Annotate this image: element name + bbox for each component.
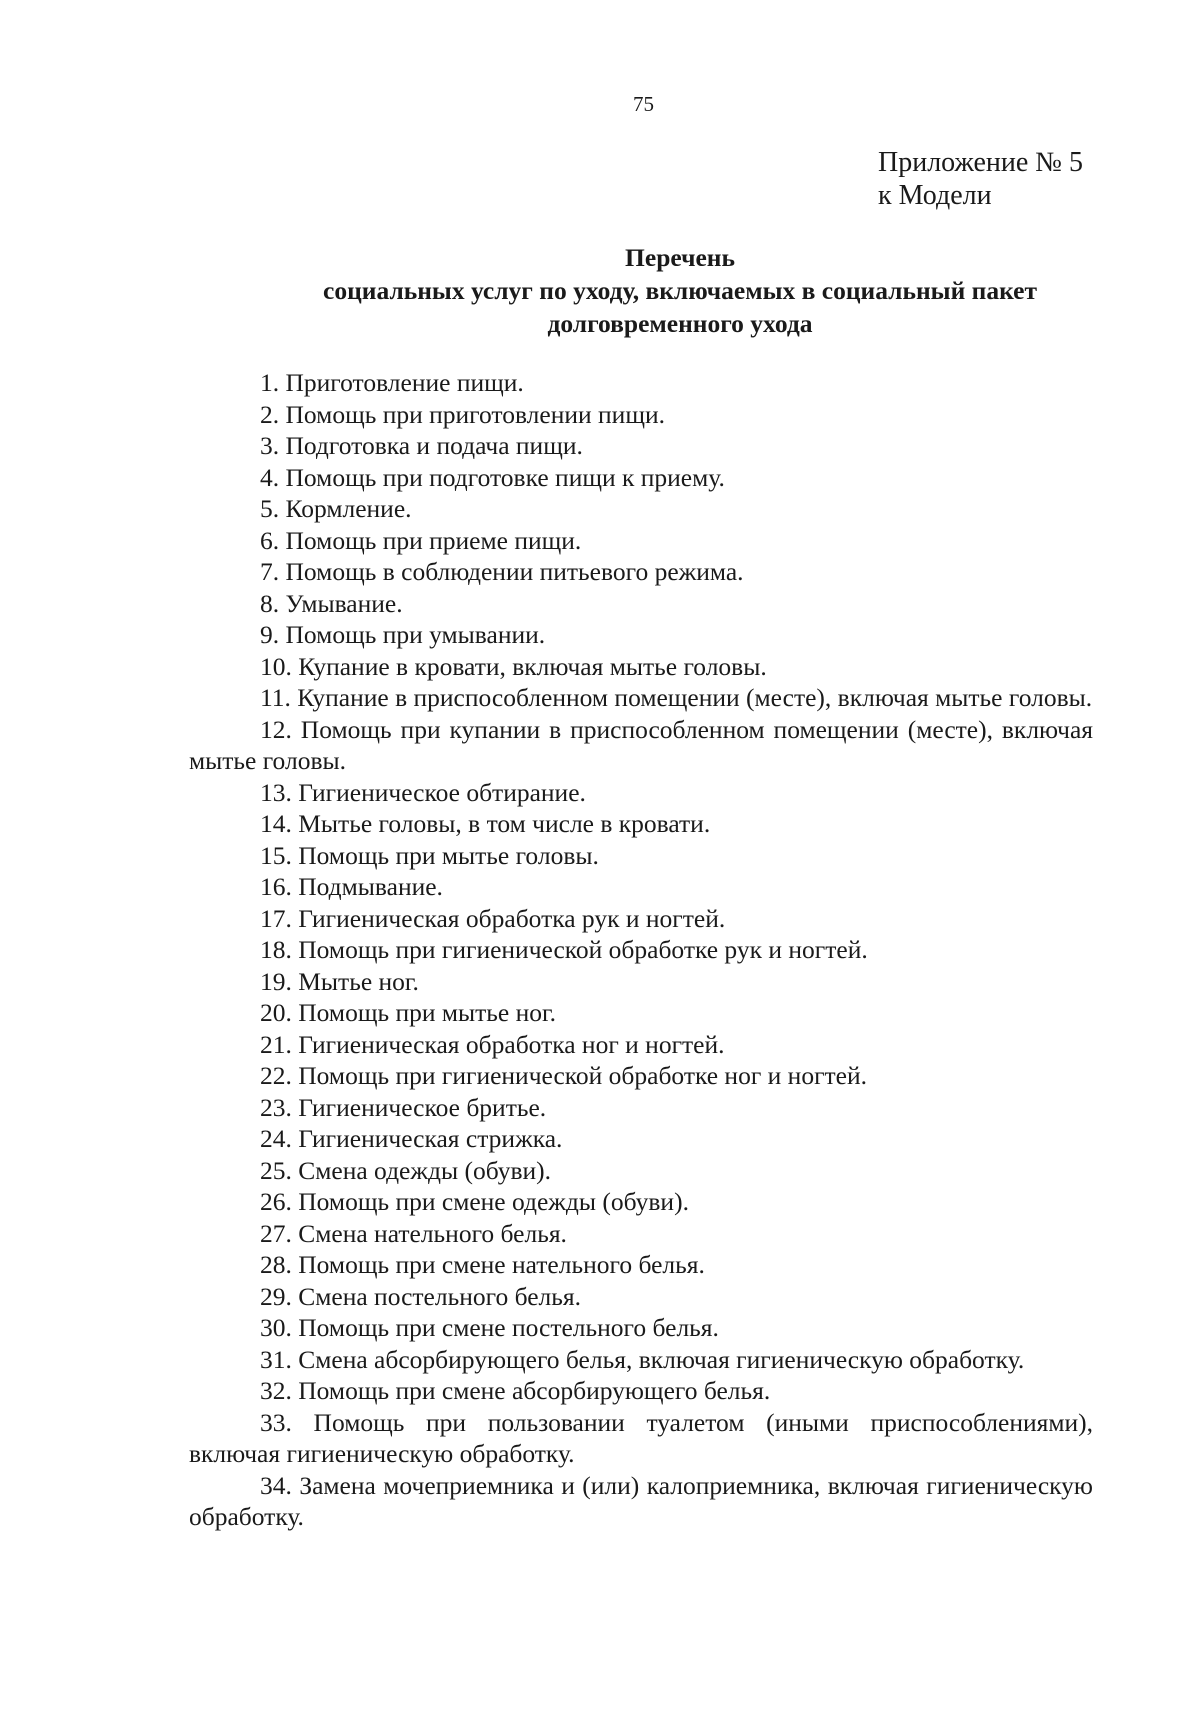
service-item: 6. Помощь при приеме пищи. [260, 525, 582, 555]
service-item: 27. Смена нательного белья. [260, 1218, 567, 1248]
service-item: 19. Мытье ног. [260, 966, 419, 996]
service-item: 23. Гигиеническое бритье. [260, 1092, 547, 1122]
service-item: 22. Помощь при гигиенической обработке ног и ногтей. [260, 1061, 868, 1090]
service-item: 20. Помощь при мытье ног. [260, 998, 556, 1027]
service-item: 33. Помощь при пользовании туалетом (иными приспособлениями), включая гигиеническую обработку. [189, 1407, 1093, 1468]
service-item: 17. Гигиеническая обработка рук и ногтей. [260, 903, 726, 933]
service-item: 25. Смена одежды (обуви). [260, 1155, 552, 1185]
service-item: 8. Умывание. [260, 588, 403, 618]
service-item: 11. Купание в приспособленном помещении (месте), включая мытье головы. [260, 683, 1093, 712]
service-item: 31. Смена абсорбирующего белья, включая гигиеническую обработку. [260, 1344, 1025, 1374]
service-item: 18. Помощь при гигиенической обработке рук и ногтей. [260, 935, 868, 964]
service-item: 13. Гигиеническое обтирание. [260, 777, 586, 807]
service-item: 14. Мытье головы, в том числе в кровати. [260, 809, 711, 838]
service-item: 24. Гигиеническая стрижка. [260, 1124, 563, 1153]
appendix-reference: к Модели [878, 180, 992, 211]
service-item: 29. Смена постельного белья. [260, 1281, 581, 1311]
service-item: 15. Помощь при мытье головы. [260, 840, 599, 870]
service-item: 30. Помощь при смене постельного белья. [260, 1313, 719, 1342]
service-item: 4. Помощь при подготовке пищи к приему. [260, 462, 725, 492]
appendix-number: Приложение № 5 [878, 147, 1083, 178]
service-item: 12. Помощь при купании в приспособленном помещении (месте), включая мытье головы. [189, 714, 1093, 775]
appendix-header [878, 146, 1083, 212]
service-item: 28. Помощь при смене нательного белья. [260, 1250, 705, 1279]
title-line-3: долговременного ухода [547, 309, 813, 338]
service-item: 7. Помощь в соблюдении питьевого режима. [260, 557, 744, 586]
service-item: 32. Помощь при смене абсорбирующего белья. [260, 1376, 771, 1405]
service-item: 16. Подмывание. [260, 872, 443, 901]
service-item: 26. Помощь при смене одежды (обуви). [260, 1187, 689, 1216]
title-line-1: Перечень [625, 243, 735, 272]
service-item: 10. Купание в кровати, включая мытье головы. [260, 651, 767, 681]
document-title [190, 241, 1170, 340]
service-item: 5. Кормление. [260, 494, 412, 523]
service-item: 2. Помощь при приготовлении пищи. [260, 399, 665, 429]
title-line-2: социальных услуг по уходу, включаемых в социальный пакет [323, 276, 1037, 305]
service-list [189, 367, 1093, 1533]
service-item: 9. Помощь при умывании. [260, 620, 546, 649]
service-item: 3. Подготовка и подача пищи. [260, 431, 583, 460]
service-item: 21. Гигиеническая обработка ног и ногтей. [260, 1029, 725, 1059]
service-item: 34. Замена мочеприемника и (или) калоприемника, включая гигиеническую обработку. [189, 1470, 1093, 1531]
service-item: 1. Приготовление пищи. [260, 368, 524, 397]
page-number: 75 [633, 92, 654, 116]
